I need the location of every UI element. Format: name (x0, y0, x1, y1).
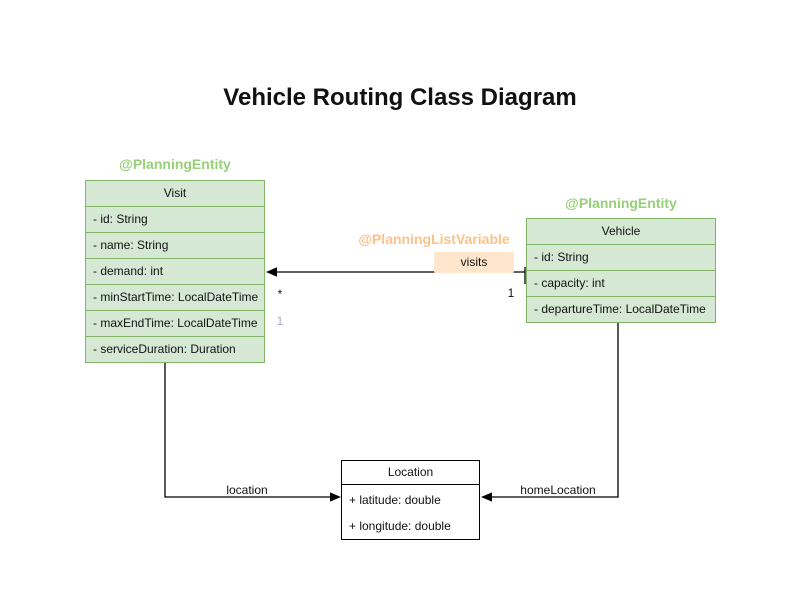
visit-attribute-name: - name: String (86, 232, 264, 258)
planning-list-variable-annotation: @PlanningListVariable (358, 231, 510, 247)
location-edge-line (165, 362, 331, 497)
visit-attribute-max-end-time: - maxEndTime: LocalDateTime (86, 310, 264, 336)
visits-ghost-multiplicity: 1 (276, 314, 284, 328)
location-edge-label: location (226, 483, 268, 497)
home-location-edge-label: homeLocation (520, 483, 596, 497)
visits-edge-label: visits (434, 252, 514, 273)
visit-attribute-demand: - demand: int (86, 258, 264, 284)
visits-source-multiplicity: 1 (507, 286, 515, 300)
vehicle-attribute-capacity: - capacity: int (527, 270, 715, 296)
visit-class-name: Visit (86, 181, 264, 207)
visits-edge-arrowhead-icon (266, 267, 277, 277)
home-location-edge-line (492, 322, 618, 497)
vehicle-planning-entity-annotation: @PlanningEntity (565, 195, 677, 211)
home-location-edge-arrowhead-icon (481, 492, 492, 501)
visit-attribute-min-start-time: - minStartTime: LocalDateTime (86, 284, 264, 310)
visit-attribute-id: - id: String (93, 212, 148, 226)
location-attribute-latitude: + latitude: double (349, 493, 441, 507)
vehicle-class-name: Vehicle (527, 219, 715, 245)
diagram-title: Vehicle Routing Class Diagram (223, 84, 577, 111)
location-attribute-longitude: + longitude: double (349, 519, 451, 533)
vehicle-attribute-departure-time: - departureTime: LocalDateTime (527, 296, 715, 322)
vehicle-class-box (526, 218, 716, 323)
visit-attribute-service-duration: - serviceDuration: Duration (86, 336, 264, 362)
visit-class-box (85, 180, 265, 363)
visits-target-multiplicity: * (277, 287, 283, 301)
location-class-box (341, 460, 480, 540)
location-edge-arrowhead-icon (330, 492, 341, 501)
location-class-name: Location (342, 461, 479, 485)
vehicle-attribute-id: - id: String (534, 250, 589, 264)
visit-planning-entity-annotation: @PlanningEntity (119, 156, 231, 172)
